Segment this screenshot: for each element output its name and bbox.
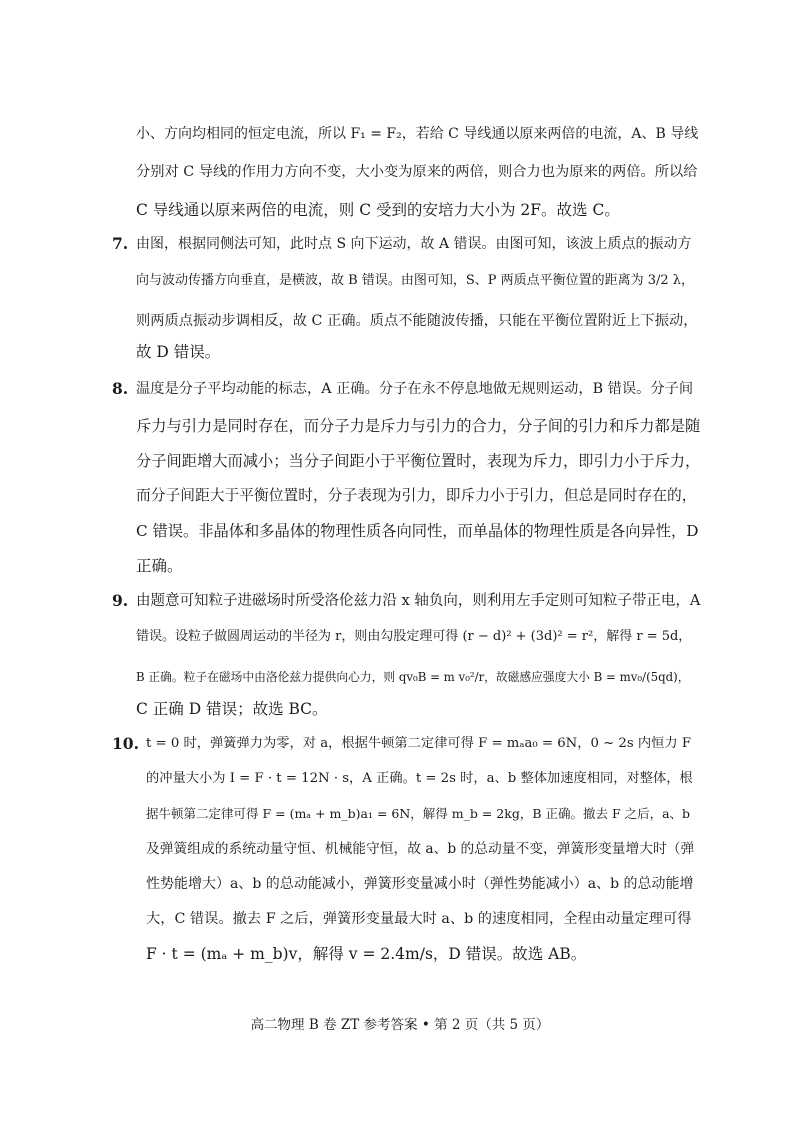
q8-line-6: 正确。 [136, 557, 183, 575]
question-10-number: 10. [112, 734, 139, 753]
q9-line-4: C 正确 D 错误；故选 BC。 [136, 700, 328, 718]
q8-line-2: 斥力与引力是同时存在，而分子力是斥力与引力的合力，分子间的引力和斥力都是随 [136, 417, 701, 435]
question-9-number: 9. [112, 591, 129, 610]
q7-line-3: 则两质点振动步调相反，故 C 正确。质点不能随波传播，只能在平衡位置附近上下振动， [136, 313, 698, 329]
question-7-number: 7. [112, 234, 129, 253]
q9-line-3: B 正确。粒子在磁场中由洛伦兹力提供向心力，则 qv₀B = m v₀²/r，故磁感应强度大小 B = mv₀/(5qd)， [136, 670, 690, 684]
q8-line-5: C 错误。非晶体和多晶体的物理性质各向同性，而单晶体的物理性质是各向异性，D [136, 522, 699, 540]
q10-line-7: F · t = (mₐ + m_b)v，解得 v = 2.4m/s，D 错误。故选 AB。 [146, 945, 587, 963]
intro-line-2: 分别对 C 导线的作用力方向不变，大小变为原来的两倍，则合力也为原来的两倍。所以给 [136, 164, 698, 180]
q8-line-3: 分子间距增大而减小；当分子间距小于平衡位置时，表现为斥力，即引力小于斥力， [136, 452, 701, 470]
question-8-number: 8. [112, 379, 129, 398]
q8-line-1: 温度是分子平均动能的标志，A 正确。分子在永不停息地做无规则运动，B 错误。分子间 [136, 381, 694, 397]
q10-line-3: 据牛顿第二定律可得 F = (mₐ + m_b)a₁ = 6N，解得 m_b = 2kg，B 正确。撤去 F 之后，a、b [146, 806, 691, 821]
q9-line-2: 错误。设粒子做圆周运动的半径为 r，则由勾股定理可得 (r − d)² + (3d)² = r²，解得 r = 5d， [136, 629, 692, 644]
q10-line-2: 的冲量大小为 I = F · t = 12N · s，A 正确。t = 2s 时，a、b 整体加速度相同，对整体，根 [146, 771, 693, 786]
q10-line-5: 性势能增大）a、b 的总动能减小，弹簧形变量减小时（弹性势能减小）a、b 的总动能增 [146, 876, 694, 892]
q7-line-4: 故 D 错误。 [136, 343, 221, 361]
q7-line-2: 向与波动传播方向垂直，是横波，故 B 错误。由图可知，S、P 两质点平衡位置的距离为 3/2 λ， [136, 273, 695, 288]
page-footer: 高二物理 B 卷 ZT 参考答案 • 第 2 页（共 5 页） [250, 1017, 550, 1033]
intro-line-3: C 导线通以原来两倍的电流，则 C 受到的安培力大小为 2F。故选 C。 [136, 201, 620, 219]
q10-line-4: 及弹簧组成的系统动量守恒、机械能守恒，故 a、b 的总动量不变，弹簧形变量增大时（弹 [146, 841, 695, 857]
q8-line-4: 而分子间距大于平衡位置时，分子表现为引力，即斥力小于引力，但总是同时存在的， [136, 487, 697, 504]
q10-line-6: 大，C 错误。撤去 F 之后，弹簧形变量最大时 a、b 的速度相同，全程由动量定理可得 [146, 911, 692, 927]
q10-line-1: t = 0 时，弹簧弹力为零，对 a，根据牛顿第二定律可得 F = mₐa₀ = 6N，0 ~ 2s 内恒力 F [146, 736, 692, 751]
intro-line-1: 小、方向均相同的恒定电流，所以 F₁ = F₂，若给 C 导线通以原来两倍的电流，A、B 导线 [136, 126, 699, 142]
q7-line-1: 由图，根据同侧法可知，此时点 S 向下运动，故 A 错误。由图可知，该波上质点的振动方 [136, 236, 692, 252]
q9-line-1: 由题意可知粒子进磁场时所受洛伦兹力沿 x 轴负向，则利用左手定则可知粒子带正电，A [136, 593, 701, 609]
